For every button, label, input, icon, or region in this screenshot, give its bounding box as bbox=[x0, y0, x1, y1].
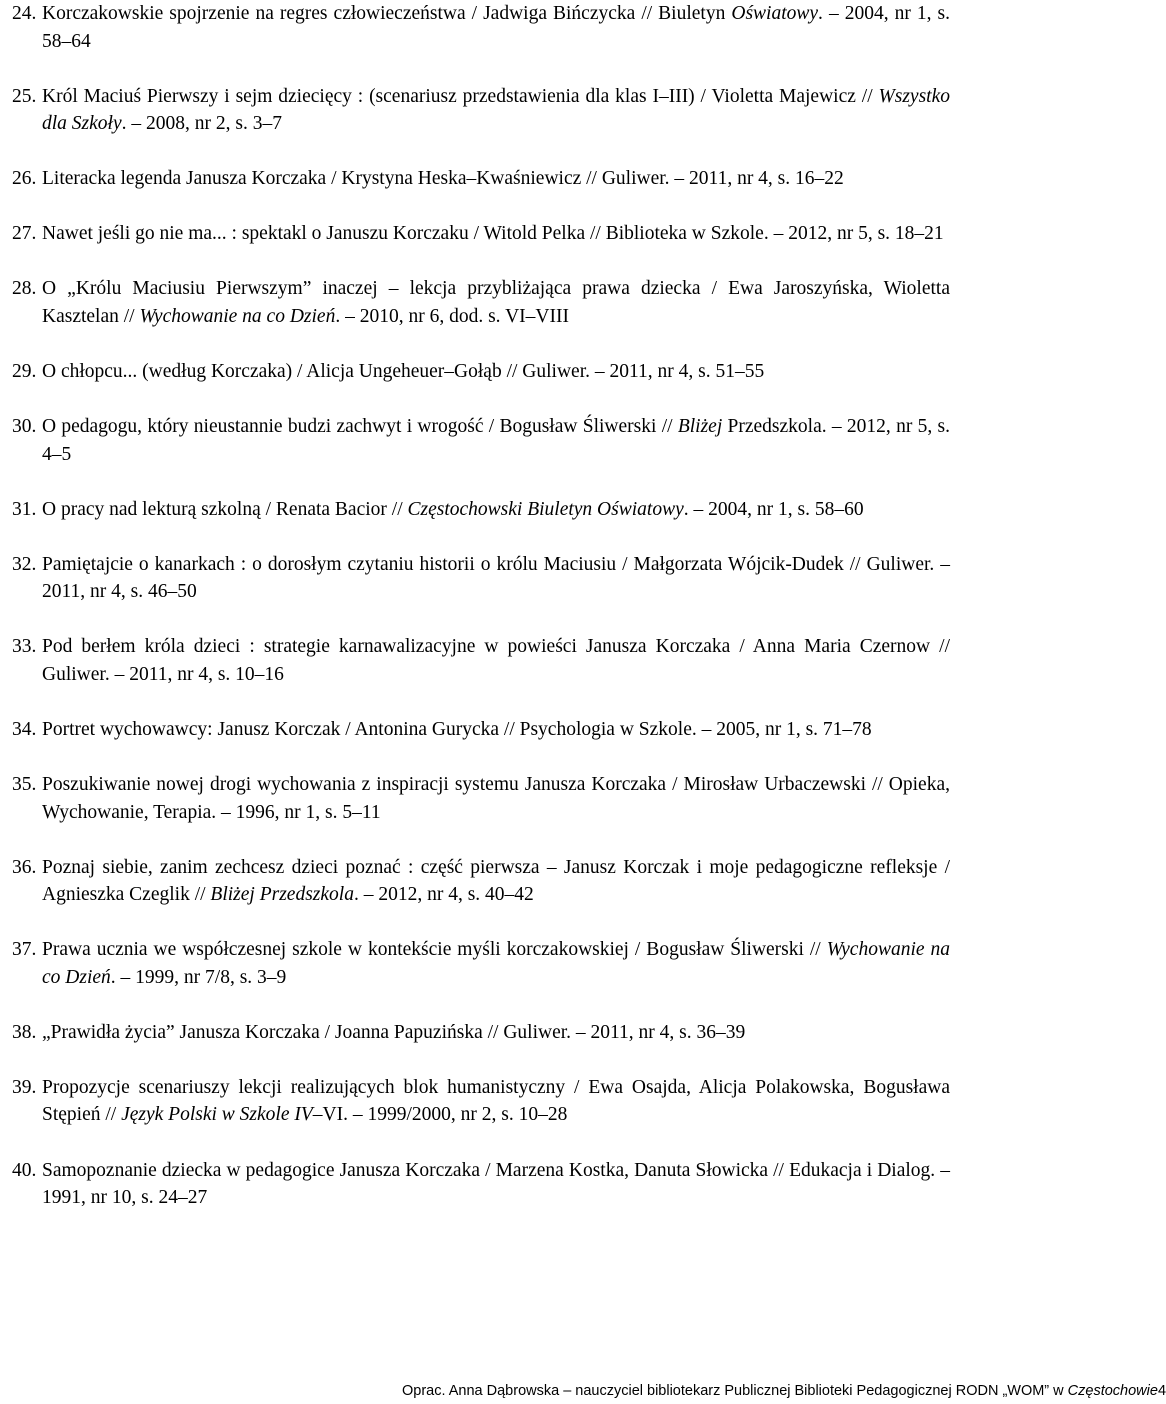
entry-number: 40. bbox=[12, 1159, 37, 1181]
citation-segment: Pod berłem króla dzieci : strategie karnawalizacyjne w powieści Janusza Korczaka / Anna Maria Czernow // Guliwer. – 2011, nr 4, s. 10–16 bbox=[42, 636, 950, 685]
entry-number: 36. bbox=[12, 856, 37, 878]
bibliography-entry bbox=[12, 496, 950, 524]
entry-citation bbox=[42, 165, 950, 193]
entry-number: 39. bbox=[12, 1076, 37, 1098]
entry-number: 38. bbox=[12, 1021, 37, 1043]
footer-city: Częstochowie bbox=[1067, 1383, 1158, 1399]
bibliography-entry bbox=[12, 854, 950, 909]
citation-italic-segment: Bliżej bbox=[677, 416, 723, 438]
citation-segment: O pedagogu, który nieustannie budzi zachwyt i wrogość / Bogusław Śliwerski // bbox=[42, 416, 678, 438]
entry-citation bbox=[42, 413, 950, 468]
entry-number: 25. bbox=[12, 85, 37, 107]
bibliography-entry bbox=[12, 936, 950, 991]
citation-segment: . – 2004, nr 1, s. 58–64 bbox=[42, 3, 950, 52]
citation-italic-segment: Częstochowski Biuletyn Oświatowy bbox=[407, 498, 684, 520]
entry-number: 32. bbox=[12, 553, 37, 575]
citation-segment: Pamiętajcie o kanarkach : o dorosłym czytaniu historii o królu Maciusiu / Małgorzata Wójcik-Dudek // Guliwer. – 2011, nr 4, s. 46–50 bbox=[42, 553, 950, 603]
entry-citation bbox=[42, 496, 950, 524]
bibliography-entry bbox=[12, 1157, 950, 1212]
entry-citation bbox=[42, 358, 950, 386]
page-footer bbox=[402, 1382, 1166, 1400]
citation-segment: . – 1999, nr 7/8, s. 3–9 bbox=[110, 966, 287, 988]
citation-italic-segment: Wychowanie na co Dzień bbox=[42, 939, 950, 988]
bibliography-entry bbox=[12, 716, 950, 744]
citation-italic-segment: Wychowanie na co Dzień bbox=[139, 305, 336, 327]
citation-segment: . – 2004, nr 1, s. 58–60 bbox=[683, 498, 864, 520]
entry-citation bbox=[42, 1157, 950, 1212]
citation-segment: . – 2010, nr 6, dod. s. VI–VIII bbox=[335, 305, 569, 327]
bibliography-entry bbox=[12, 1074, 950, 1129]
entry-number: 24. bbox=[12, 3, 37, 24]
citation-italic-segment: Wszystko dla Szkoły bbox=[42, 85, 950, 135]
entry-number: 30. bbox=[12, 416, 37, 438]
bibliography-entry bbox=[12, 83, 950, 138]
bibliography-entry bbox=[12, 413, 950, 468]
entry-citation bbox=[42, 1019, 950, 1047]
bibliography-entry bbox=[12, 633, 950, 688]
entry-citation bbox=[42, 551, 950, 606]
entry-number: 29. bbox=[12, 360, 37, 382]
bibliography-entry bbox=[12, 551, 950, 606]
entry-citation bbox=[42, 1074, 950, 1129]
entry-citation bbox=[42, 0, 950, 55]
bibliography-entry bbox=[12, 165, 950, 193]
entry-number: 37. bbox=[12, 939, 37, 961]
citation-segment: Korczakowskie spojrzenie na regres człowieczeństwa / Jadwiga Bińczycka // Biuletyn bbox=[42, 3, 732, 24]
citation-segment: VI. – 1999/2000, nr 2, s. 10–28 bbox=[322, 1104, 568, 1126]
citation-segment: Portret wychowawcy: Janusz Korczak / Antonina Gurycka // Psychologia w Szkole. – 2005, nr 1, s. 71–78 bbox=[42, 718, 872, 740]
entry-number: 26. bbox=[12, 168, 37, 190]
citation-segment: Samopoznanie dziecka w pedagogice Janusza Korczaka / Marzena Kostka, Danuta Słowicka // Edukacja i Dialog. – 1991, nr 10, s. 24–27 bbox=[42, 1159, 950, 1208]
citation-segment: Przedszkola. – 2012, nr 5, s. 4–5 bbox=[42, 416, 950, 465]
entry-citation bbox=[42, 936, 950, 991]
citation-segment: Prawa ucznia we współczesnej szkole w kontekście myśli korczakowskiej / Bogusław Śliwerski // bbox=[42, 939, 827, 961]
entry-number: 31. bbox=[12, 498, 37, 520]
citation-segment: Propozycje scenariuszy lekcji realizujących blok humanistyczny / Ewa Osajda, Alicja Polakowska, Bogusława Stępień // bbox=[42, 1076, 950, 1126]
entry-number: 28. bbox=[12, 278, 37, 300]
citation-italic-segment: Bliżej Przedszkola bbox=[210, 884, 354, 906]
bibliography-entry bbox=[12, 1019, 950, 1047]
citation-segment: O pracy nad lekturą szkolną / Renata Bacior // bbox=[42, 498, 408, 520]
bibliography-list bbox=[12, 0, 950, 1239]
citation-segment: Król Maciuś Pierwszy i sejm dziecięcy : (scenariusz przedstawienia dla klas I–III) / Violetta Majewicz // bbox=[42, 85, 879, 107]
entry-citation bbox=[42, 275, 950, 330]
citation-segment: O chłopcu... (według Korczaka) / Alicja Ungeheuer–Gołąb // Guliwer. – 2011, nr 4, s. 51–55 bbox=[42, 360, 765, 382]
citation-segment: . – 2012, nr 4, s. 40–42 bbox=[353, 884, 534, 906]
bibliography-entry bbox=[12, 0, 950, 55]
footer-credit-text: Oprac. Anna Dąbrowska – nauczyciel bibliotekarz Publicznej Biblioteki Pedagogicznej RODN „WOM” w bbox=[402, 1383, 1068, 1399]
citation-segment: Poznaj siebie, zanim zechcesz dzieci poznać : część pierwsza – Janusz Korczak i moje pedagogiczne refleksje / Agnieszka Czeglik // bbox=[42, 856, 950, 906]
citation-segment: O „Królu Maciusiu Pierwszym” inaczej – lekcja przybliżająca prawa dziecka / Ewa Jaroszyńska, Wioletta Kasztelan // bbox=[42, 278, 950, 327]
entry-citation bbox=[42, 771, 950, 826]
citation-segment: Poszukiwanie nowej drogi wychowania z inspiracji systemu Janusza Korczaka / Mirosław Urbaczewski // Opieka, Wychowanie, Terapia. – 1996, nr 1, s. 5–11 bbox=[42, 774, 950, 823]
citation-italic-segment: Oświatowy bbox=[731, 3, 819, 24]
entry-number: 35. bbox=[12, 774, 37, 796]
page-number: 4 bbox=[1157, 1383, 1166, 1399]
entry-number: 33. bbox=[12, 636, 37, 658]
citation-segment: . – 2008, nr 2, s. 3–7 bbox=[121, 113, 282, 135]
entry-citation bbox=[42, 83, 950, 138]
entry-number: 27. bbox=[12, 223, 37, 245]
entry-citation bbox=[42, 220, 950, 248]
citation-segment: Nawet jeśli go nie ma... : spektakl o Januszu Korczaku / Witold Pelka // Biblioteka w Szkole. – 2012, nr 5, s. 18–21 bbox=[42, 223, 944, 245]
entry-citation bbox=[42, 716, 950, 744]
entry-citation bbox=[42, 633, 950, 688]
entry-citation bbox=[42, 854, 950, 909]
entry-number: 34. bbox=[12, 718, 37, 740]
bibliography-entry bbox=[12, 275, 950, 330]
citation-italic-segment: Język Polski w Szkole IV– bbox=[121, 1104, 323, 1126]
citation-segment: „Prawidła życia” Janusza Korczaka / Joanna Papuzińska // Guliwer. – 2011, nr 4, s. 36–39 bbox=[42, 1021, 746, 1043]
citation-segment: Literacka legenda Janusza Korczaka / Krystyna Heska–Kwaśniewicz // Guliwer. – 2011, nr 4, s. 16–22 bbox=[42, 168, 844, 190]
bibliography-entry bbox=[12, 220, 950, 248]
bibliography-entry bbox=[12, 771, 950, 826]
bibliography-entry bbox=[12, 358, 950, 386]
footer-credit bbox=[402, 1382, 1158, 1400]
